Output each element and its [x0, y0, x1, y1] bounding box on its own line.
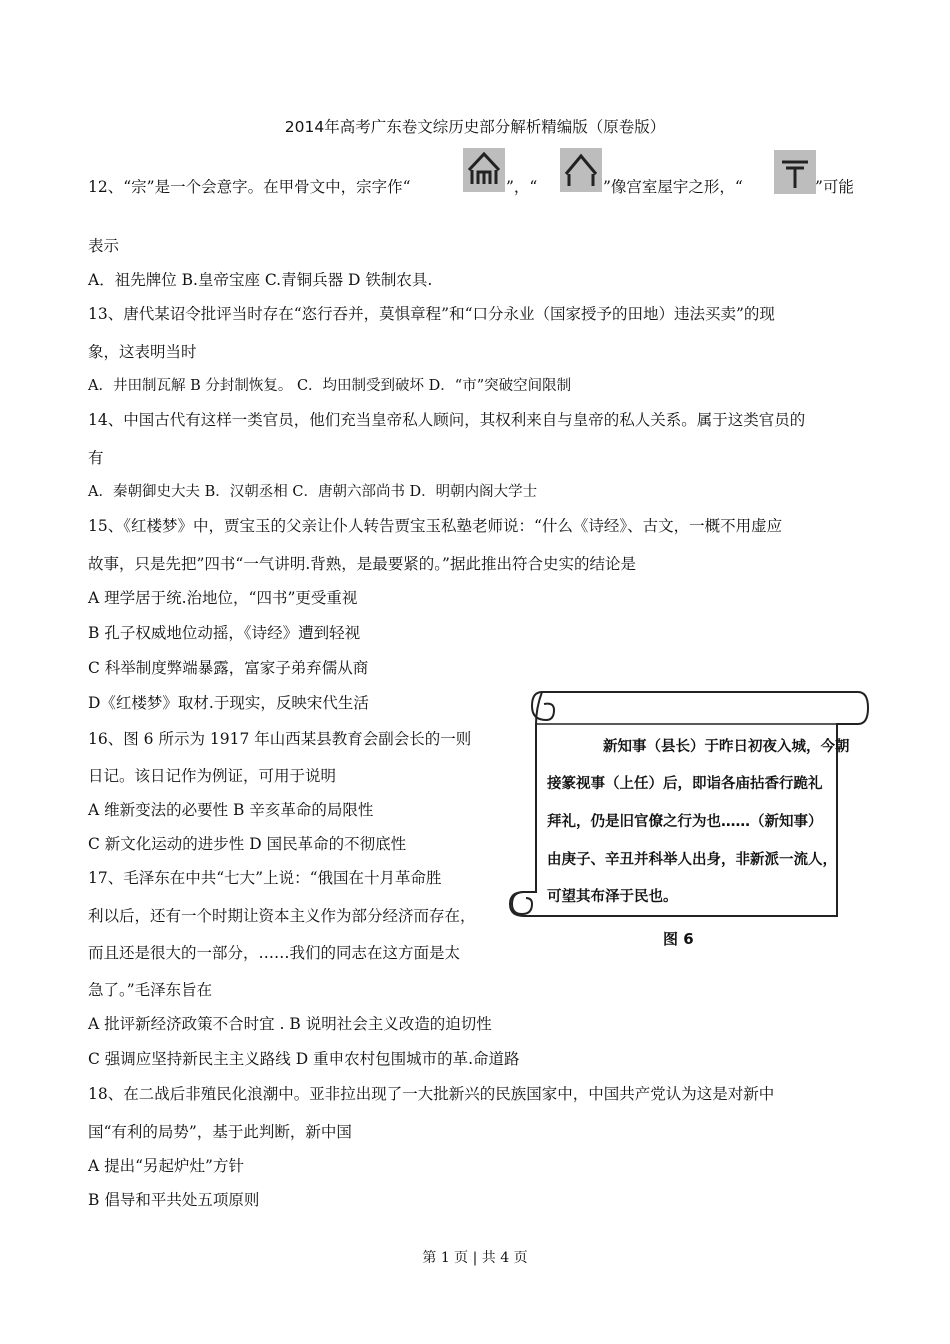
q17-options-cd: C 强调应坚持新民主主义路线 D 重申农村包围城市的革.命道路 — [88, 1050, 520, 1068]
q15-option-c: C 科举制度弊端暴露，富家子弟弃儒从商 — [88, 659, 369, 677]
figure-6-label: 图 6 — [663, 930, 694, 948]
oracle-altar-glyph-icon — [774, 150, 816, 194]
q15-line1: 15、《红楼梦》中，贾宝玉的父亲让仆人转告贾宝玉私塾老师说：“什么《诗经》、古文，一概不用虚应 — [88, 517, 783, 535]
q14-line2: 有 — [88, 449, 104, 467]
q14-line1: 14、中国古代有这样一类官员，他们充当皇帝私人顾问，其权利来自与皇帝的私人关系。属于这类官员的 — [88, 411, 806, 429]
oracle-zong-glyph-icon — [463, 148, 505, 192]
q17-line2: 利以后，还有一个时期让资本主义作为部分经济而存在， — [88, 907, 476, 925]
q17-line3: 而且还是很大的一部分，……我们的同志在这方面是太 — [88, 944, 461, 962]
q18-line2: 国“有利的局势”，基于此判断，新中国 — [88, 1123, 352, 1141]
q12-text-part2: ”，“ — [506, 178, 538, 196]
q16-line1: 16、图 6 所示为 1917 年山西某县教育会副会长的一则 — [88, 730, 472, 748]
q17-options-ab: A 批评新经济政策不合时宜 . B 说明社会主义改造的迫切性 — [88, 1015, 492, 1033]
figure-6-line-3: 拜礼，仍是旧官僚之行为也……（新知事） — [547, 814, 823, 830]
page-footer: 第 1 页 | 共 4 页 — [422, 1250, 528, 1266]
figure-6-line-4: 由庚子、辛丑并科举人出身，非新派一流人， — [547, 852, 837, 868]
oracle-roof-glyph-icon — [560, 148, 602, 192]
q15-line2: 故事，只是先把”四书“一气讲明.背熟，是最要紧的。”据此推出符合史实的结论是 — [88, 555, 636, 573]
q16-options-ab: A 维新变法的必要性 B 辛亥革命的局限性 — [88, 801, 374, 819]
q12-text-part4: ”可能 — [815, 178, 854, 196]
document-title: 2014年高考广东卷文综历史部分解析精编版（原卷版） — [284, 118, 666, 136]
q17-line1: 17、毛泽东在中共“七大”上说：“俄国在十月革命胜 — [88, 869, 442, 887]
q15-option-b: B 孔子权威地位动摇，《诗经》遭到轻视 — [88, 624, 361, 642]
figure-6-line-2: 接篆视事（上任）后，即诣各庙拈香行跪礼 — [547, 776, 823, 792]
q13-options: A．井田制瓦解 B 分封制恢复。 C．均田制受到破坏 D．“市”突破空间限制 — [88, 378, 572, 394]
q16-line2: 日记。该日记作为例证，可用于说明 — [88, 767, 337, 785]
q15-option-a: A 理学居于统.治地位，“四书”更受重视 — [88, 589, 358, 607]
q14-options: A．秦朝御史大夫 B．汉朝丞相 C．唐朝六部尚书 D．明朝内阁大学士 — [88, 484, 538, 500]
figure-6-line-1: 新知事（县长）于昨日初夜入城，今朝 — [603, 739, 850, 755]
q12-line2: 表示 — [88, 237, 120, 255]
q15-option-d: D《红楼梦》取材.于现实，反映宋代生活 — [88, 694, 369, 712]
q18-line1: 18、在二战后非殖民化浪潮中。亚非拉出现了一大批新兴的民族国家中，中国共产党认为这是对新中 — [88, 1085, 775, 1103]
q18-option-b: B 倡导和平共处五项原则 — [88, 1191, 260, 1209]
q12-options: A．祖先牌位 B.皇帝宝座 C.青铜兵器 D 铁制农具. — [88, 271, 433, 289]
q13-line2: 象，这表明当时 — [88, 343, 197, 361]
q16-options-cd: C 新文化运动的进步性 D 国民革命的不彻底性 — [88, 835, 407, 853]
q12-text-part3: ”像宫室屋宇之形，“ — [603, 178, 743, 196]
q12-text-part1: 12、“宗”是一个会意字。在甲骨文中，宗字作“ — [88, 178, 411, 196]
figure-6-line-5: 可望其布泽于民也。 — [547, 889, 678, 905]
q13-line1: 13、唐代某诏令批评当时存在“恣行吞并，莫惧章程”和“口分永业（国家授予的田地）违法买卖”的现 — [88, 305, 775, 323]
q18-option-a: A 提出“另起炉灶”方针 — [88, 1157, 244, 1175]
q17-line4: 急了。”毛泽东旨在 — [88, 981, 213, 999]
